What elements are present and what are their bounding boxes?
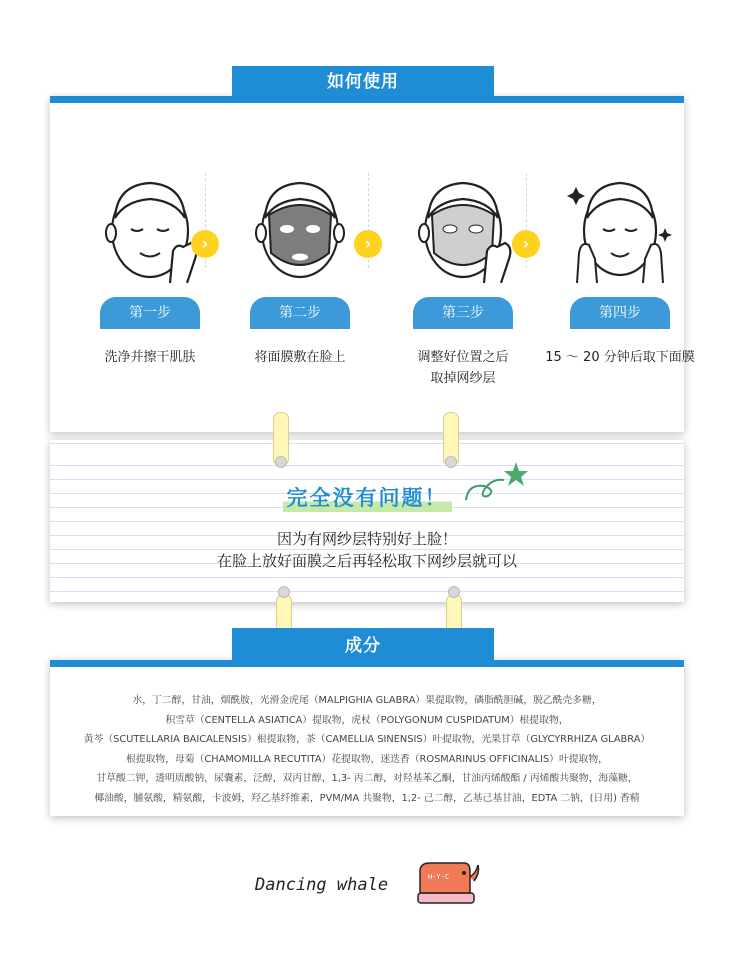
step-4-label: 第四步 (570, 297, 670, 329)
notice-line-1: 因为有网纱层特别好上脸！ (276, 530, 457, 548)
ingredients-line: 甘草酸二钾，透明质酸钠，尿囊素，泛醇，双丙甘醇，1,3- 丙二醇，对羟基苯乙酮，甘油丙烯酸酯 / 丙烯酸共聚物，海藻糖， (96, 773, 638, 784)
notice-headline: 完全没有问题！ (283, 482, 452, 512)
ingredients-line: 根提取物，母菊（CHAMOMILLA RECUTITA）花提取物，迷迭香（ROSMARINUS OFFICINALIS）叶提取物， (126, 753, 608, 765)
step-1-desc: 洗净并擦干肌肤 (104, 350, 196, 365)
whale-face-text: H·Y·C (428, 873, 450, 881)
ingredients-title: 成分 (232, 628, 494, 664)
ingredients-list (60, 691, 674, 808)
binder-hole (275, 456, 287, 468)
ingredients-card (50, 660, 684, 816)
ingredients-line: 黄芩（SCUTELLARIA BAICALENSIS）根提取物，茶（CAMELLIA SINENSIS）叶提取物，光果甘草（GLYCYRRHIZA GLABRA） (83, 734, 651, 745)
brand-name: Dancing whale (255, 875, 389, 895)
ingredients-line: 积雪草（CENTELLA ASIATICA）提取物，虎杖（POLYGONUM CUSPIDATUM）根提取物， (165, 714, 569, 726)
face-glowing-icon (565, 173, 675, 283)
step-2-desc: 将面膜敷在脸上 (254, 350, 346, 365)
binder-hole (445, 456, 457, 468)
step-4-desc: 15 ～ 20 分钟后取下面膜 (545, 350, 695, 365)
binder-hole (448, 586, 460, 598)
ingredients-line: 水，丁二醇，甘油，烟酰胺，光滑金虎尾（MALPIGHIA GLABRA）果提取物，磷脂酰胆碱，脱乙酰壳多糖， (132, 695, 602, 706)
step-1-label: 第一步 (100, 297, 200, 329)
whale-logo-icon (416, 857, 482, 907)
how-to-use-card (50, 96, 695, 432)
step-2-label: 第二步 (250, 297, 350, 329)
arrow-right-icon: › (354, 230, 382, 258)
face-wash-icon (95, 173, 205, 283)
face-mask-apply-icon (245, 173, 355, 283)
how-to-use-title: 如何使用 (232, 66, 494, 100)
arrow-right-icon: › (512, 230, 540, 258)
sparkle-star-icon (462, 460, 532, 504)
step-3-desc: 调整好位置之后 取掉网纱层 (417, 350, 509, 386)
notice-card (50, 440, 684, 602)
binder-hole (278, 586, 290, 598)
face-mask-adjust-icon (408, 173, 518, 283)
step-3-label: 第三步 (413, 297, 513, 329)
arrow-right-icon: › (191, 230, 219, 258)
ingredients-line: 椰油酸，脯氨酸，精氨酸，卡波姆，羟乙基纤维素，PVM/MA 共聚物，1,2- 己二醇，乙基己基甘油，EDTA 二钠，(日用) 香精 (94, 792, 640, 804)
notice-line-2: 在脸上放好面膜之后再轻松取下网纱层就可以 (216, 552, 517, 570)
